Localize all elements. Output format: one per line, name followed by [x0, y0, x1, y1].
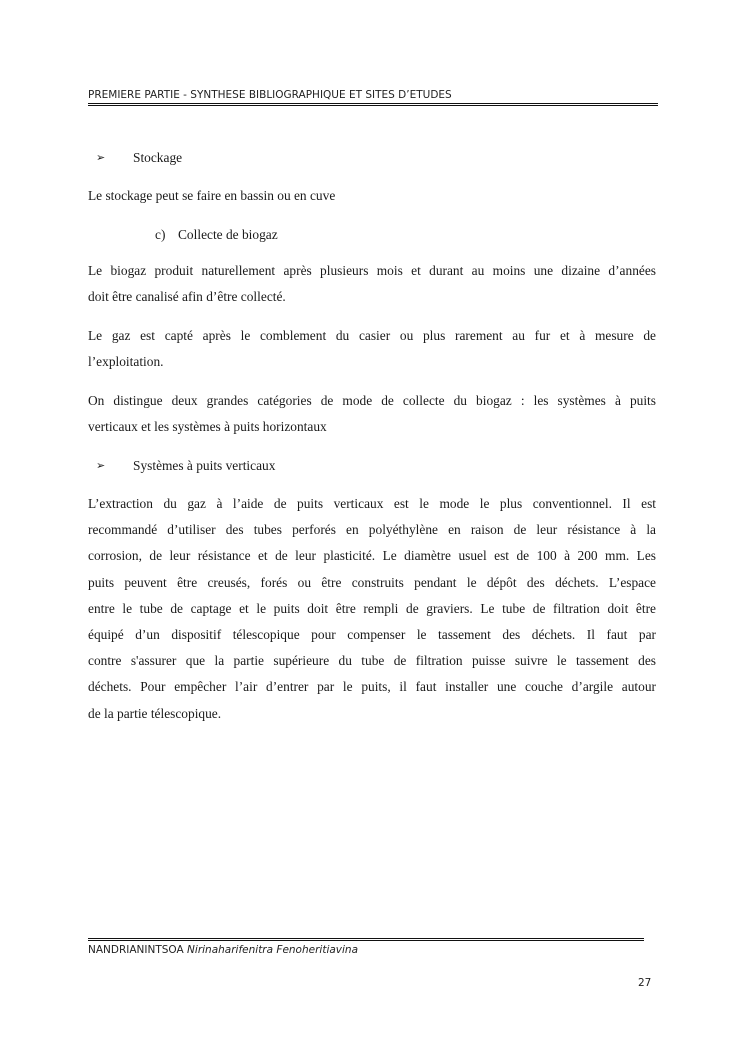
- author-given-names: Nirinaharifenitra Fenoheritiavina: [187, 944, 359, 956]
- header-rule: [88, 103, 658, 106]
- bullet-heading-vertical-wells: Systèmes à puits verticaux: [133, 458, 276, 473]
- author-family-name: NANDRIANINTSOA: [88, 944, 184, 956]
- storage-sentence: Le stockage peut se faire en bassin ou en cuve: [88, 188, 336, 203]
- paragraph-line: recommandé d’utiliser des tubes perforés en polyéthylène en raison de leur résistance à la: [88, 522, 656, 538]
- paragraph-biogas-production: [88, 258, 656, 310]
- paragraph-line: doit être canalisé afin d’être collecté.: [88, 289, 286, 305]
- paragraph-line: On distingue deux grandes catégories de mode de collecte du biogaz : les systèmes à puits: [88, 393, 656, 408]
- paragraph-line: entre le tube de captage et le puits doit être rempli de graviers. Le tube de filtration doit être: [88, 600, 656, 616]
- running-header: PREMIERE PARTIE - SYNTHESE BIBLIOGRAPHIQUE ET SITES D’ETUDES: [88, 89, 452, 101]
- paragraph-gas-capture: [88, 323, 656, 375]
- paragraph-line: L’extraction du gaz à l’aide de puits verticaux est le mode le plus conventionnel. Il est: [88, 496, 656, 511]
- paragraph-line: corrosion, de leur résistance et de leur plasticité. Le diamètre usuel est de 100 à 200 mm. Les: [88, 548, 656, 564]
- paragraph-line: Le biogaz produit naturellement après plusieurs mois et durant au moins une dizaine d’années: [88, 263, 656, 278]
- paragraph-line: déchets. Pour empêcher l’air d’entrer par le puits, il faut installer une couche d’argile autour: [88, 679, 656, 695]
- section-c-marker: c): [155, 227, 166, 242]
- paragraph-line: équipé d’un dispositif télescopique pour compenser le tassement des déchets. Il faut par: [88, 626, 656, 642]
- paragraph-line: contre s'assurer que la partie supérieure du tube de filtration puisse suivre le tassement des: [88, 653, 656, 669]
- paragraph-line: l’exploitation.: [88, 354, 164, 370]
- paragraph-line: puits peuvent être creusés, forés ou être construits pendant le dépôt des déchets. L’espace: [88, 574, 656, 590]
- bullet-arrow-icon: ➢: [96, 459, 106, 472]
- bullet-arrow-icon: ➢: [96, 151, 106, 164]
- footer-rule: [88, 938, 644, 941]
- paragraph-line: verticaux et les systèmes à puits horizontaux: [88, 419, 327, 435]
- page-number: 27: [638, 977, 652, 989]
- paragraph-collection-categories: [88, 388, 656, 440]
- paragraph-line: de la partie télescopique.: [88, 705, 222, 721]
- section-c-title: Collecte de biogaz: [178, 227, 278, 242]
- bullet-heading-storage: Stockage: [133, 150, 183, 165]
- paragraph-vertical-wells: [88, 491, 656, 727]
- running-footer: [88, 944, 358, 956]
- paragraph-line: Le gaz est capté après le comblement du casier ou plus rarement au fur et à mesure de: [88, 328, 656, 343]
